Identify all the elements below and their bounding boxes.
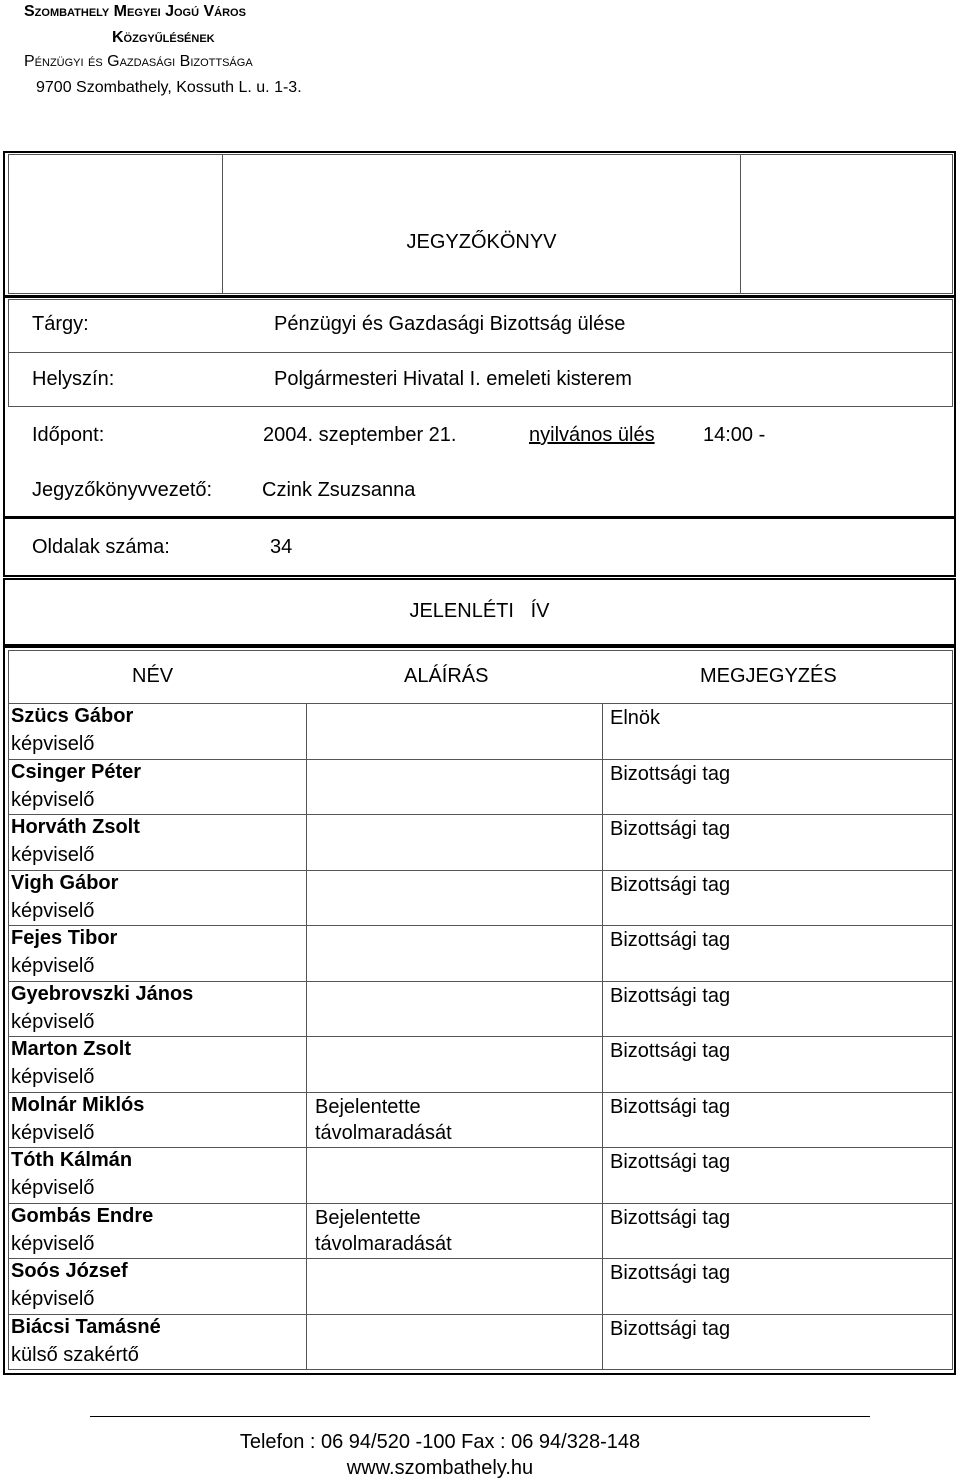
- attendee-role: képviselő: [11, 789, 95, 811]
- attendee-name-cell: [11, 758, 141, 814]
- row-separator: [602, 1314, 953, 1315]
- attendee-name-cell: [11, 702, 133, 758]
- row-separator: [602, 1258, 953, 1259]
- row-separator: [602, 1036, 953, 1037]
- attendee-name: Vigh Gábor: [11, 872, 119, 894]
- title-center-cell: [222, 154, 741, 294]
- attendee-role: képviselő: [11, 1288, 95, 1310]
- attendee-note: Bizottsági tag: [610, 763, 731, 785]
- row-separator: [306, 759, 603, 760]
- oldalak-label: Oldalak száma:: [32, 536, 170, 558]
- attendee-signature: Bejelentette távolmaradását: [315, 1096, 452, 1144]
- attendee-name: Szücs Gábor: [11, 705, 134, 727]
- attendee-role: képviselő: [11, 844, 95, 866]
- attendee-name-cell: [11, 924, 117, 980]
- attendee-note: Bizottsági tag: [610, 874, 731, 896]
- col-header-signature: ALÁÍRÁS: [404, 665, 489, 687]
- row-separator: [602, 1147, 953, 1148]
- attendee-name-cell: [11, 1202, 153, 1258]
- row-separator: [306, 1203, 603, 1204]
- attendee-note: Bizottsági tag: [610, 1151, 731, 1173]
- attendee-note: Elnök: [610, 707, 661, 729]
- attendee-note: Bizottsági tag: [610, 1040, 731, 1062]
- row-separator: [306, 814, 603, 815]
- row-separator: [602, 1203, 953, 1204]
- attendee-role: képviselő: [11, 1011, 95, 1033]
- attendee-name-cell: [11, 980, 193, 1036]
- row-separator: [306, 1036, 603, 1037]
- attendee-note: Bizottsági tag: [610, 1096, 731, 1118]
- row-separator: [306, 925, 603, 926]
- attendee-name-cell: [11, 869, 118, 925]
- row-separator: [602, 1092, 953, 1093]
- attendee-role: képviselő: [11, 1233, 95, 1255]
- attendee-name: Biácsi Tamásné: [11, 1316, 161, 1338]
- title-right-cell: [740, 154, 953, 294]
- attendance-title: JELENLÉTI ÍV: [409, 600, 550, 622]
- attendee-role: képviselő: [11, 900, 95, 922]
- row-separator: [306, 1314, 603, 1315]
- attendee-name: Soós József: [11, 1260, 128, 1282]
- letterhead-line-3: Pénzügyi és Gazdasági Bizottsága: [24, 53, 253, 70]
- letterhead-address: 9700 Szombathely, Kossuth L. u. 1-3.: [36, 79, 302, 96]
- jegyzo-value: Czink Zsuzsanna: [262, 479, 416, 501]
- idopont-label: Időpont:: [32, 424, 105, 446]
- attendee-name-cell: [11, 1313, 161, 1369]
- attendee-name: Horváth Zsolt: [11, 816, 140, 838]
- attendee-name-cell: [11, 1257, 128, 1313]
- attendee-name: Fejes Tibor: [11, 927, 118, 949]
- helyszin-value: Polgármesteri Hivatal I. emeleti kisterem: [274, 368, 632, 390]
- row-separator: [602, 925, 953, 926]
- row-separator: [306, 1092, 603, 1093]
- attendee-name: Gombás Endre: [11, 1205, 154, 1227]
- document-title: JEGYZŐKÖNYV: [406, 231, 557, 253]
- idopont-session-type: nyilvános ülés: [529, 424, 655, 446]
- row-separator: [306, 1258, 603, 1259]
- footer-divider: [90, 1416, 870, 1417]
- attendee-name-cell: [11, 1035, 131, 1091]
- attendee-name: Marton Zsolt: [11, 1038, 131, 1060]
- attendee-note: Bizottsági tag: [610, 1262, 731, 1284]
- attendee-role: képviselő: [11, 1122, 95, 1144]
- attendee-note: Bizottsági tag: [610, 818, 731, 840]
- row-separator: [602, 870, 953, 871]
- idopont-time: 14:00 -: [703, 424, 766, 446]
- footer-website: www.szombathely.hu: [346, 1457, 534, 1479]
- attendee-role: képviselő: [11, 733, 95, 755]
- attendee-name: Tóth Kálmán: [11, 1149, 133, 1171]
- attendee-name-cell: [11, 1091, 144, 1147]
- row-separator: [306, 1147, 603, 1148]
- attendee-role: képviselő: [11, 1177, 95, 1199]
- targy-value: Pénzügyi és Gazdasági Bizottság ülése: [274, 313, 626, 335]
- row-separator: [306, 870, 603, 871]
- row-separator: [602, 814, 953, 815]
- attendee-signature: Bejelentette távolmaradását: [315, 1207, 452, 1255]
- jegyzo-label: Jegyzőkönyvvezető:: [32, 479, 213, 501]
- attendee-name-cell: [11, 1146, 132, 1202]
- idopont-date: 2004. szeptember 21.: [263, 424, 457, 446]
- oldalak-value: 34: [270, 536, 293, 558]
- letterhead-line-2: Közgyűlésének: [112, 29, 215, 46]
- attendee-name: Molnár Miklós: [11, 1094, 145, 1116]
- col-header-note: MEGJEGYZÉS: [700, 665, 837, 687]
- attendee-role: képviselő: [11, 1066, 95, 1088]
- attendee-name: Csinger Péter: [11, 761, 142, 783]
- footer-phone: Telefon : 06 94/520 -100 Fax : 06 94/328-148: [239, 1431, 641, 1453]
- attendee-name-cell: [11, 813, 140, 869]
- attendee-note: Bizottsági tag: [610, 985, 731, 1007]
- col-header-name: NÉV: [132, 665, 174, 687]
- row-separator: [602, 981, 953, 982]
- targy-label: Tárgy:: [32, 313, 89, 335]
- attendee-role: képviselő: [11, 955, 95, 977]
- attendee-note: Bizottsági tag: [610, 1318, 731, 1340]
- helyszin-label: Helyszín:: [32, 368, 115, 390]
- title-left-cell: [8, 154, 223, 294]
- attendee-name: Gyebrovszki János: [11, 983, 194, 1005]
- attendee-role: külső szakértő: [11, 1344, 139, 1366]
- row-separator: [306, 981, 603, 982]
- attendee-note: Bizottsági tag: [610, 1207, 731, 1229]
- letterhead-line-1: Szombathely Megyei Jogú Város: [24, 3, 246, 20]
- attendee-note: Bizottsági tag: [610, 929, 731, 951]
- row-separator: [602, 759, 953, 760]
